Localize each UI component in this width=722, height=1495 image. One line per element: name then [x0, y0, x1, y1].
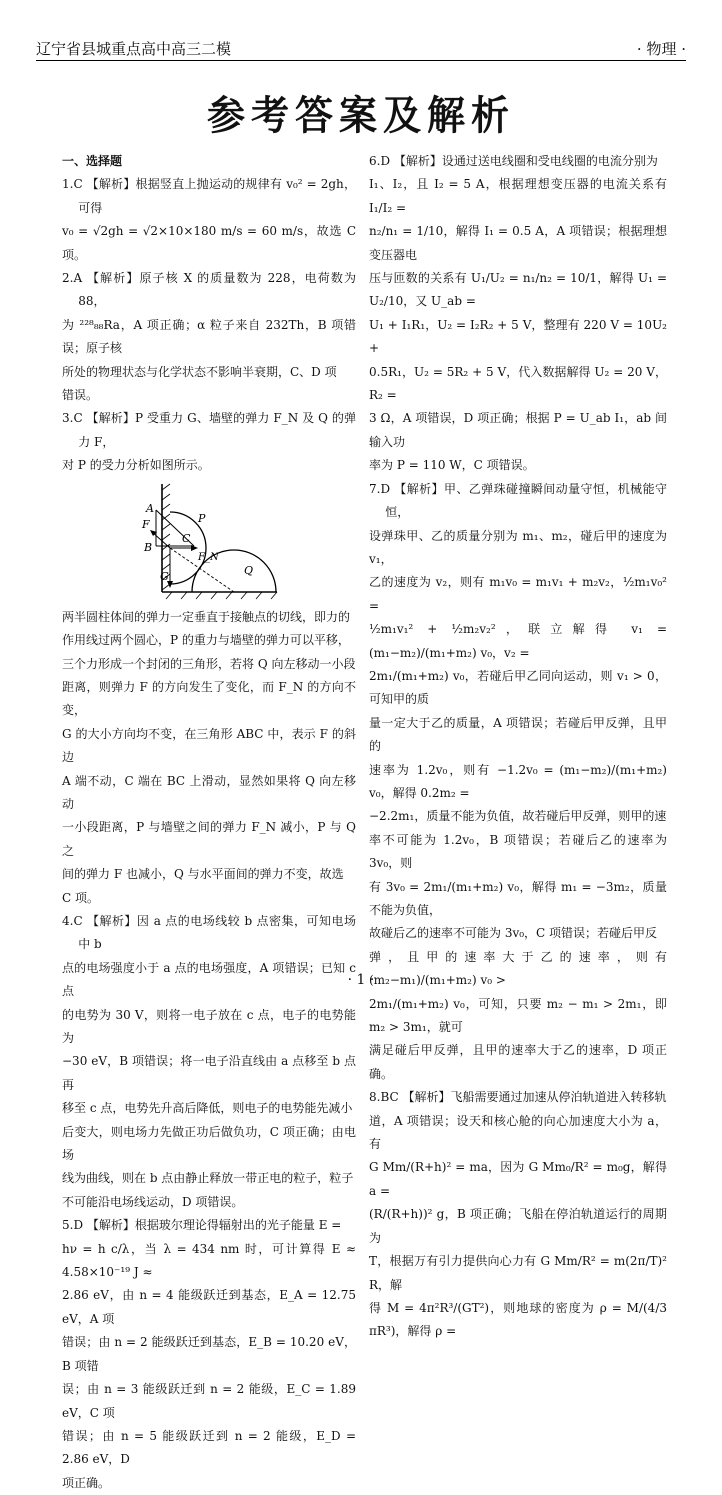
answer-6-line-2: I₁、I₂，且 I₂ = 5 A，根据理想变压器的电流关系有 I₁/I₂ =	[369, 177, 667, 215]
answer-2-line-2: 为 ²²⁸₈₈Ra，A 项正确；α 粒子来自 232Th，B 项错误；原子核	[62, 317, 356, 356]
answer-5-line-4: 错误；由 n = 2 能级跃迁到基态，E_B = 10.20 eV，B 项错	[62, 1335, 356, 1373]
answer-7-line-14: 满足碰后甲反弹，且甲的速率大于乙的速率，D 项正确。	[369, 1043, 667, 1081]
answer-7-line-10: 有 3v₀ = 2m₁/(m₁+m₂) v₀，解得 m₁ = −3m₂，质量不能为负值，	[369, 879, 667, 917]
answer-8-line-4: (R/(R+h))² g，B 项正确；飞船在停泊轨道运行的周期为	[369, 1207, 667, 1245]
answer-4-line-2: 点的电场强度小于 a 点的电场强度，A 项错误；已知 c 点	[62, 960, 356, 999]
answer-4-line-8: 不可能沿电场线运动，D 项错误。	[62, 1194, 244, 1209]
answer-3-line-8: A 端不动，C 端在 BC 上滑动，显然如果将 Q 向左移动	[62, 773, 356, 811]
answer-5-line-1: 5.D 【解析】根据玻尔理论得辐射出的光子能量 E =	[62, 1218, 342, 1233]
left-column	[62, 150, 356, 1495]
answer-7-line-9: 率不可能为 1.2v₀，B 项错误；若碰后乙的速率为 3v₀，则	[369, 832, 667, 871]
label-b: B	[144, 540, 153, 554]
answer-5-line-7: 项正确。	[62, 1475, 111, 1490]
section-heading: 一、选择题	[62, 154, 123, 168]
answer-5-line-3: 2.86 eV，由 n = 4 能级跃迁到基态，E_A = 12.75 eV，A 项	[62, 1288, 356, 1326]
label-p: P	[198, 511, 206, 525]
answer-3-line-1: 3.C 【解析】P 受重力 G、墙壁的弹力 F_N 及 Q 的弹力 F，	[62, 411, 356, 449]
answer-2-line-1: 2.A 【解析】原子核 X 的质量数为 228，电荷数为 88，	[62, 271, 356, 309]
answer-7-line-12: 弹，且甲的速率大于乙的速率，则有 (m₂−m₁)/(m₁+m₂) v₀ >	[369, 949, 667, 988]
answer-3-line-9: 一小段距离，P 与墙壁之间的弹力 F_N 减小，P 与 Q 之	[62, 820, 356, 858]
force-diagram-svg	[132, 482, 282, 602]
answer-8-line-5: T，根据万有引力提供向心力有 G Mm/R² = m(2π/T)² R，解	[369, 1254, 667, 1292]
answer-3-line-11: C 项。	[62, 890, 99, 905]
right-column	[369, 150, 667, 1344]
answer-7-line-1: 7.D 【解析】甲、乙弹珠碰撞瞬间动量守恒，机械能守恒，	[369, 481, 667, 520]
answer-7-line-5: 2m₁/(m₁+m₂) v₀，若碰后甲乙同向运动，则 v₁ > 0，可知甲的质	[369, 668, 667, 707]
label-fn: F_N	[198, 551, 219, 563]
answer-3-line-10: 间的弹力 F 也减小，Q 与水平面间的弹力不变，故选	[62, 867, 344, 882]
answer-7-line-2: 设弹珠甲、乙的质量分别为 m₁、m₂，碰后甲的速度为 v₁，	[369, 528, 667, 566]
answer-7-line-3: 乙的速度为 v₂，则有 m₁v₀ = m₁v₁ + m₂v₂，½m₁v₀² =	[369, 575, 667, 613]
force-diagram	[62, 482, 356, 604]
answer-7-line-11: 故碰后乙的速率不可能为 3v₀，C 项错误；若碰后甲反	[369, 926, 658, 941]
answer-3-line-4: 作用线过两个圆心，P 的重力与墙壁的弹力可以平移，	[62, 633, 350, 648]
answer-7-line-8: −2.2m₁，质量不能为负值，故若碰后甲反弹，则甲的速	[369, 809, 667, 824]
answer-6-line-1: 6.D 【解析】设通过送电线圈和受电线圈的电流分别为	[369, 154, 658, 168]
answer-6-line-5: U₁ + I₁R₁，U₂ = I₂R₂ + 5 V，整理有 220 V = 10U₂ +	[369, 317, 667, 356]
label-g: G	[160, 569, 169, 583]
answer-8-line-2: 道，A 项错误；设天和核心舱的向心加速度大小为 a，有	[369, 1113, 667, 1152]
answer-8-line-3: G Mm/(R+h)² = ma，因为 G Mm₀/R² = m₀g，解得 a =	[369, 1160, 667, 1198]
answer-1-line-2: v₀ = √2gh = √2×10×180 m/s = 60 m/s，故选 C 项。	[62, 224, 356, 262]
answer-6-line-8: 率为 P = 110 W，C 项错误。	[369, 458, 535, 473]
answer-6-line-4: 压与匝数的关系有 U₁/U₂ = n₁/n₂ = 10/1，解得 U₁ = U₂/10，又 U_ab =	[369, 271, 667, 309]
answer-7-line-13: 2m₁/(m₁+m₂) v₀，可知，只要 m₂ − m₁ > 2m₁，即 m₂ > 3m₁，就可	[369, 996, 667, 1035]
answer-1-line-1: 1.C 【解析】根据竖直上抛运动的规律有 v₀² = 2gh，可得	[62, 177, 356, 215]
answer-6-line-6: 0.5R₁，U₂ = 5R₂ + 5 V，代入数据解得 U₂ = 20 V，R₂ =	[369, 364, 667, 403]
answer-5-line-2: hν = h c/λ，当 λ = 434 nm 时，可计算得 E ≈ 4.58×10⁻¹⁹ J ≈	[62, 1241, 356, 1280]
answer-5-line-5: 误；由 n = 3 能级跃迁到 n = 2 能级，E_C = 1.89 eV，C 项	[62, 1382, 356, 1420]
answer-3-line-6: 距离，则弹力 F 的方向发生了变化，而 F_N 的方向不变，	[62, 679, 356, 718]
answer-4-line-1: 4.C 【解析】因 a 点的电场线较 b 点密集，可知电场中 b	[62, 913, 356, 952]
answer-4-line-7: 线为曲线，则在 b 点由静止释放一带正电的粒子，粒子	[62, 1171, 354, 1186]
label-f: F	[142, 517, 150, 531]
answer-8-line-1: 8.BC 【解析】飞船需要通过加速从停泊轨道进入转移轨	[369, 1090, 667, 1105]
answer-3-line-3: 两半圆柱体间的弹力一定垂直于接触点的切线，即力的	[62, 609, 351, 624]
answer-7-line-7: 速率为 1.2v₀，则有 −1.2v₀ = (m₁−m₂)/(m₁+m₂) v₀，解得 0.2m₂ =	[369, 762, 667, 800]
answer-3-line-7: G 的大小方向均不变，在三角形 ABC 中，表示 F 的斜边	[62, 726, 356, 765]
label-q: Q	[244, 563, 254, 577]
label-c: C	[182, 531, 191, 545]
answer-7-line-4: ½m₁v₁² + ½m₂v₂²，联立解得 v₁ = (m₁−m₂)/(m₁+m₂) v₀，v₂ =	[369, 622, 667, 660]
answer-2-line-4: 错误。	[62, 388, 99, 403]
page-title: 参考答案及解析	[206, 92, 515, 139]
page-header	[36, 38, 686, 61]
answer-6-line-7: 3 Ω，A 项错误，D 项正确；根据 P = U_ab I₁，ab 间输入功	[369, 411, 667, 449]
answer-6-line-3: n₂/n₁ = 1/10，解得 I₁ = 0.5 A，A 项错误；根据理想变压器电	[369, 224, 667, 262]
answer-3-line-2: 对 P 的受力分析如图所示。	[62, 458, 210, 473]
header-source: 辽宁省县城重点高中高三二模	[36, 40, 232, 58]
label-a: A	[146, 501, 154, 515]
answer-8-line-6: 得 M = 4π²R³/(GT²)，则地球的密度为 ρ = M/(4/3 πR³)，解得 ρ =	[369, 1300, 667, 1339]
answer-2-line-3: 所处的物理状态与化学状态不影响半衰期，C、D 项	[62, 364, 337, 379]
answer-4-line-5: 移至 c 点，电势先升高后降低，则电子的电势能先减小	[62, 1101, 353, 1116]
answer-4-line-6: 后变大，则电场力先做正功后做负功，C 项正确；由电场	[62, 1124, 356, 1163]
header-subject: · 物理 ·	[636, 40, 686, 58]
answer-4-line-3: 的电势为 30 V，则将一电子放在 c 点，电子的电势能为	[62, 1007, 356, 1045]
answer-5-line-6: 错误；由 n = 5 能级跃迁到 n = 2 能级，E_D = 2.86 eV，D	[62, 1428, 356, 1467]
answer-7-line-6: 量一定大于乙的质量，A 项错误；若碰后甲反弹，且甲的	[369, 715, 667, 754]
answer-3-line-5: 三个力形成一个封闭的三角形，若将 Q 向左移动一小段	[62, 656, 356, 671]
answer-4-line-4: −30 eV，B 项错误；将一电子沿直线由 a 点移至 b 点再	[62, 1054, 356, 1092]
page-number: · 1 ·	[347, 972, 375, 988]
